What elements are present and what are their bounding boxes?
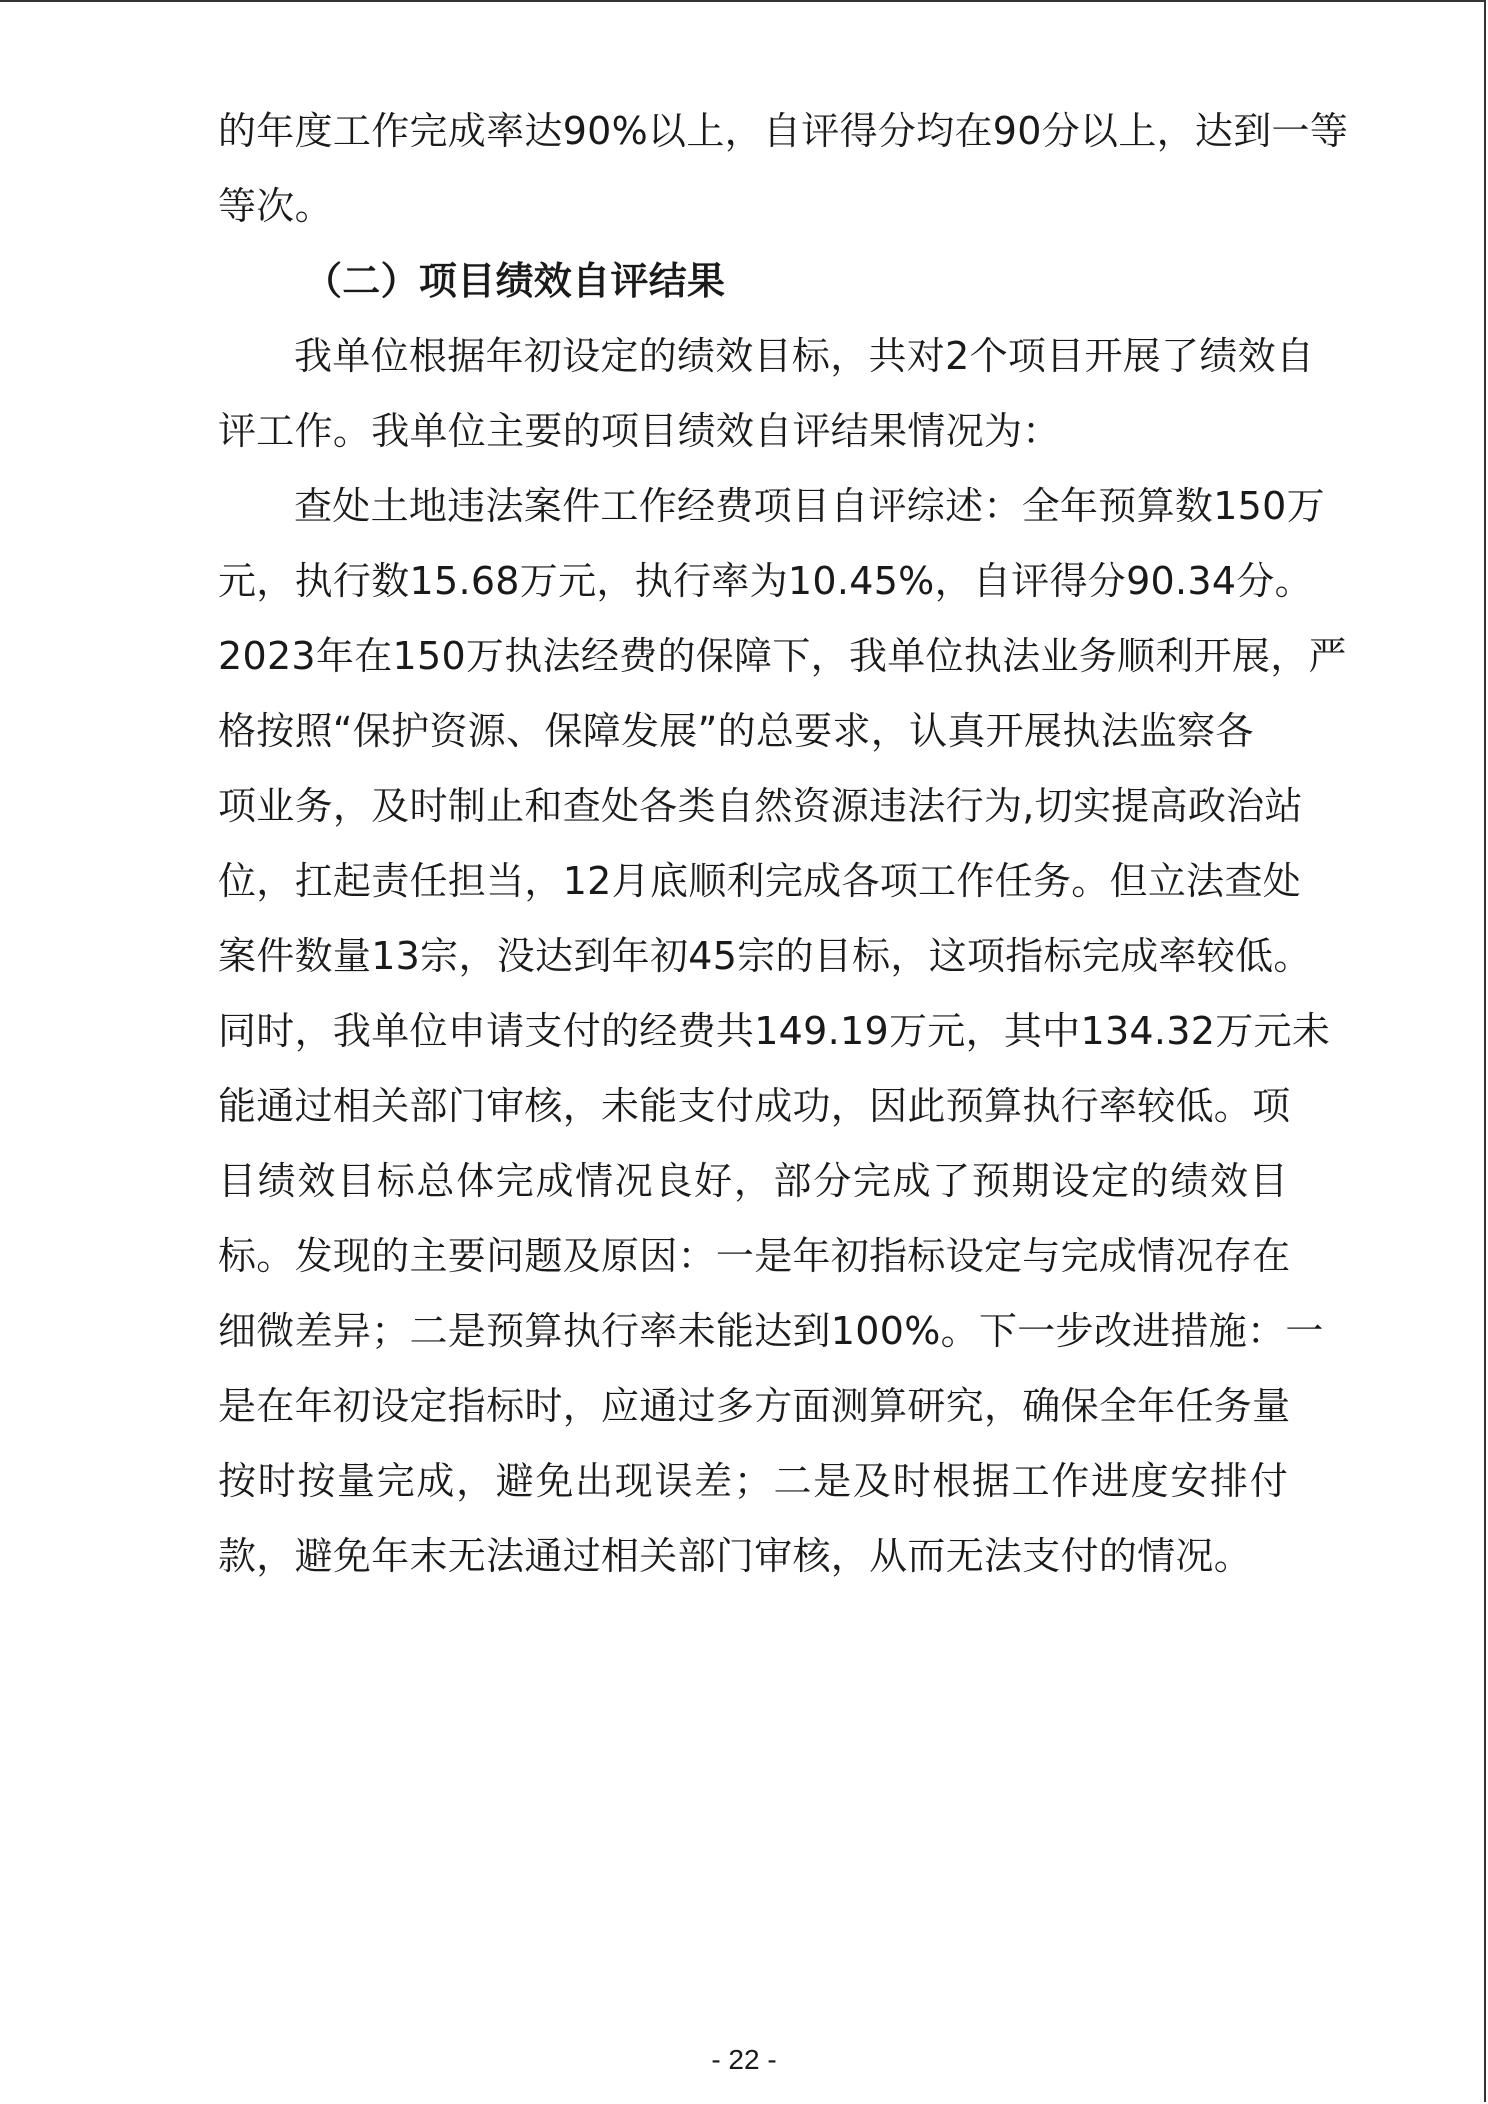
text-line: 我单位根据年初设定的绩效目标，共对2个项目开展了绩效自 <box>294 334 1315 378</box>
text-line: 查处土地违法案件工作经费项目自评综述：全年预算数150万 <box>294 484 1325 528</box>
text-line: 2023年在150万执法经费的保障下，我单位执法业务顺利开展，严 <box>218 634 1347 678</box>
text-line: 能通过相关部门审核，未能支付成功，因此预算执行率较低。项 <box>218 1084 1291 1128</box>
text-line: 格按照“保护资源、保障发展”的总要求，认真开展执法监察各 <box>218 709 1254 753</box>
text-line: 案件数量13宗，没达到年初45宗的目标，这项指标完成率较低。 <box>218 934 1312 978</box>
text-line: 标。发现的主要问题及原因：一是年初指标设定与完成情况存在 <box>218 1234 1291 1278</box>
text-line: 是在年初设定指标时，应通过多方面测算研究，确保全年任务量 <box>218 1384 1291 1428</box>
text-line: 按时按量完成，避免出现误差；二是及时根据工作进度安排付 <box>218 1459 1288 1503</box>
section-heading: （二）项目绩效自评结果 <box>304 259 726 303</box>
text-line: 细微差异；二是预算执行率未能达到100%。下一步改进措施：一 <box>218 1309 1324 1353</box>
document-body <box>218 94 1349 1594</box>
text-line: 同时，我单位申请支付的经费共149.19万元，其中134.32万元未 <box>218 1009 1331 1053</box>
page-number: - 22 - <box>711 2044 777 2075</box>
text-line: 评工作。我单位主要的项目绩效自评结果情况为： <box>218 409 1061 453</box>
text-line: 款，避免年末无法通过相关部门审核，从而无法支付的情况。 <box>218 1534 1253 1578</box>
text-line: 项业务，及时制止和查处各类自然资源违法行为,切实提高政治站 <box>218 784 1303 828</box>
text-line: 等次。 <box>218 184 333 228</box>
text-line: 的年度工作完成率达90%以上，自评得分均在90分以上，达到一等 <box>218 109 1349 153</box>
text-line: 目绩效目标总体完成情况良好，部分完成了预期设定的绩效目 <box>218 1159 1288 1203</box>
text-line: 位，扛起责任担当，12月底顺利完成各项工作任务。但立法查处 <box>218 859 1302 903</box>
text-line: 元，执行数15.68万元，执行率为10.45%，自评得分90.34分。 <box>218 559 1313 603</box>
